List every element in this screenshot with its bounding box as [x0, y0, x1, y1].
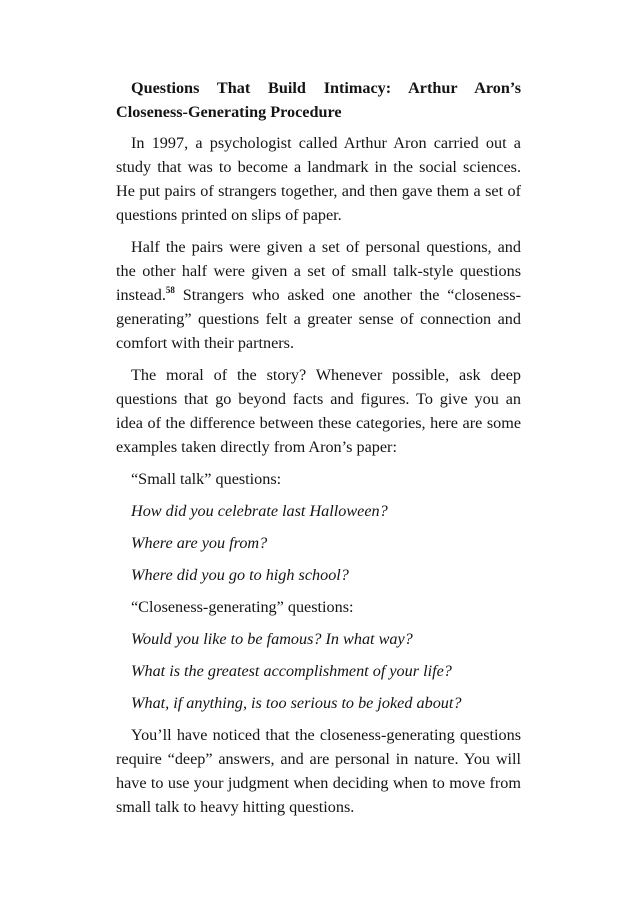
closeness-question: What is the greatest accomplishment of your life?: [131, 662, 452, 680]
small-talk-question: Where did you go to high school?: [131, 566, 349, 584]
paragraph-question-sets: [116, 235, 521, 355]
closeness-question: Would you like to be famous? In what way?: [131, 630, 413, 648]
paragraph-closing: You’ll have noticed that the closeness-generating questions require “deep” answers, and are personal in nature. You will have to use your judgment when deciding when to move from small talk to heavy hitting questions.: [116, 726, 521, 816]
footnote-marker: 58: [165, 284, 175, 295]
paragraph-aron-study: In 1997, a psychologist called Arthur Aron carried out a study that was to become a landmark in the social sciences. He put pairs of strangers together, and then gave them a set of questions printed on slips of paper.: [116, 134, 521, 224]
paragraph-moral: The moral of the story? Whenever possible, ask deep questions that go beyond facts and figures. To give you an idea of the difference between these categories, here are some examples taken directly from Aron’s paper:: [116, 366, 521, 456]
paragraph-question-sets-part1: Half the pairs were given a set of personal questions, and the other half were given a set of small talk-style questions instead.: [116, 238, 521, 304]
page-text-body: [116, 76, 521, 827]
small-talk-question: How did you celebrate last Halloween?: [131, 502, 388, 520]
small-talk-question: Where are you from?: [131, 534, 268, 552]
section-heading: Questions That Build Intimacy: Arthur Aron’s Closeness-Generating Procedure: [116, 79, 521, 121]
paragraph-question-sets-part2: Strangers who asked one another the “closeness-generating” questions felt a greater sense of connection and comfort with their partners.: [116, 286, 521, 352]
small-talk-label: “Small talk” questions:: [131, 470, 282, 488]
closeness-label: “Closeness-generating” questions:: [131, 598, 354, 616]
closeness-question: What, if anything, is too serious to be joked about?: [131, 694, 462, 712]
